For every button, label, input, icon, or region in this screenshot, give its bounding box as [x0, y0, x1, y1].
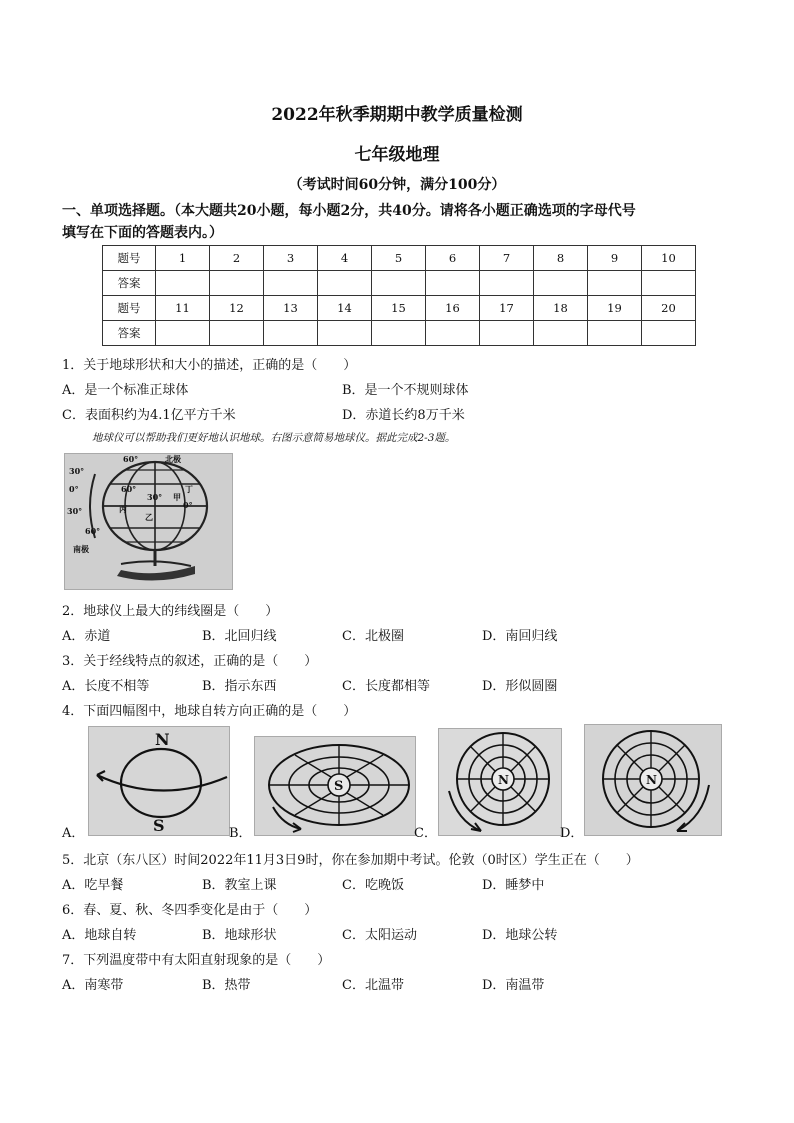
question-5-stem: 5．北京（东八区）时间2022年11月3日9时，你在参加期中考试。伦敦（0时区）学生正在（ ）: [62, 853, 639, 868]
section-heading-line2: 填写在下面的答题表内。）: [62, 225, 223, 241]
question-2-option-d[interactable]: D．南回归线: [482, 629, 558, 644]
question-1-option-a[interactable]: A．是一个标准正球体: [62, 383, 189, 398]
question-3-option-a[interactable]: A．长度不相等: [62, 679, 150, 694]
globe-label-inner-30: 30°: [147, 492, 163, 502]
question-7-option-c[interactable]: C．北温带: [342, 978, 404, 993]
question-number-cell: 12: [210, 296, 264, 321]
rotation-figure-d: [584, 724, 722, 836]
exam-subject: 七年级地理: [354, 145, 440, 165]
table-row: [103, 296, 696, 321]
row-label-answer: 答案: [103, 321, 156, 346]
globe-label-yi: 乙: [145, 512, 153, 522]
row-label-number: 题号: [103, 296, 156, 321]
question-number-cell: 15: [372, 296, 426, 321]
question-number-cell: 4: [318, 246, 372, 271]
question-number-cell: 5: [372, 246, 426, 271]
table-row: [103, 246, 696, 271]
row-label-answer: 答案: [103, 271, 156, 296]
fig-a-south-label: S: [153, 816, 165, 835]
question-number-cell: 10: [642, 246, 696, 271]
globe-label-ding: 丁: [185, 484, 193, 494]
table-row: [103, 271, 696, 296]
answer-table: [102, 245, 696, 346]
question-number-cell: 17: [480, 296, 534, 321]
question-1-option-b[interactable]: B．是一个不规则球体: [342, 383, 469, 398]
table-row: [103, 321, 696, 346]
answer-cell[interactable]: [318, 271, 372, 296]
fig-c-pole-label: N: [498, 773, 509, 787]
answer-cell[interactable]: [318, 321, 372, 346]
answer-cell[interactable]: [426, 271, 480, 296]
question-3-option-b[interactable]: B．指示东西: [202, 679, 277, 694]
question-number-cell: 9: [588, 246, 642, 271]
globe-label-30s: 30°: [67, 506, 83, 516]
answer-cell[interactable]: [588, 271, 642, 296]
answer-cell[interactable]: [372, 271, 426, 296]
question-number-cell: 13: [264, 296, 318, 321]
question-number-cell: 1: [156, 246, 210, 271]
globe-label-north-pole: 北极: [165, 454, 181, 464]
globe-label-inner-0: 0°: [183, 500, 193, 510]
question-7-stem: 7．下列温度带中有太阳直射现象的是（ ）: [62, 953, 331, 968]
fig-d-pole-label: N: [646, 773, 657, 787]
exam-info: （考试时间60分钟，满分100分）: [288, 177, 506, 193]
question-number-cell: 3: [264, 246, 318, 271]
question-3-stem: 3．关于经线特点的叙述，正确的是（ ）: [62, 654, 318, 669]
globe-intro-note: 地球仪可以帮助我们更好地认识地球。右图示意简易地球仪。据此完成2-3题。: [92, 432, 456, 444]
answer-cell[interactable]: [480, 271, 534, 296]
answer-cell[interactable]: [534, 321, 588, 346]
answer-cell[interactable]: [534, 271, 588, 296]
rotation-figure-c: [438, 728, 562, 836]
globe-label-bing: 丙: [119, 504, 127, 514]
question-6-stem: 6．春、夏、秋、冬四季变化是由于（ ）: [62, 903, 318, 918]
answer-cell[interactable]: [588, 321, 642, 346]
question-2-option-b[interactable]: B．北回归线: [202, 629, 277, 644]
question-4-option-d[interactable]: D．: [560, 826, 584, 841]
question-6-option-b[interactable]: B．地球形状: [202, 928, 277, 943]
globe-label-30n: 30°: [69, 466, 85, 476]
question-number-cell: 19: [588, 296, 642, 321]
section-heading-line1: 一、单项选择题。（本大题共20小题，每小题2分，共40分。请将各小题正确选项的字母代号: [62, 203, 636, 219]
answer-cell[interactable]: [210, 271, 264, 296]
question-1-option-d[interactable]: D．赤道长约8万千米: [342, 408, 465, 423]
globe-figure: [64, 453, 233, 590]
question-number-cell: 20: [642, 296, 696, 321]
answer-cell[interactable]: [156, 321, 210, 346]
question-5-option-d[interactable]: D．睡梦中: [482, 878, 545, 893]
question-5-option-a[interactable]: A．吃早餐: [62, 878, 124, 893]
question-number-cell: 11: [156, 296, 210, 321]
question-number-cell: 2: [210, 246, 264, 271]
question-4-option-a[interactable]: A．: [62, 826, 85, 841]
question-7-option-a[interactable]: A．南寒带: [62, 978, 124, 993]
question-number-cell: 14: [318, 296, 372, 321]
question-1-option-c[interactable]: C．表面积约为4.1亿平方千米: [62, 408, 236, 423]
answer-cell[interactable]: [642, 271, 696, 296]
answer-cell[interactable]: [264, 271, 318, 296]
question-4-option-c[interactable]: C．: [414, 826, 437, 841]
globe-label-60s: 60°: [85, 526, 101, 536]
question-7-option-b[interactable]: B．热带: [202, 978, 251, 993]
answer-cell[interactable]: [210, 321, 264, 346]
rotation-figure-b: [254, 736, 416, 836]
exam-title: 2022年秋季期期中教学质量检测: [271, 105, 523, 125]
question-number-cell: 18: [534, 296, 588, 321]
question-1-stem: 1．关于地球形状和大小的描述，正确的是（ ）: [62, 358, 357, 373]
question-5-option-b[interactable]: B．教室上课: [202, 878, 277, 893]
row-label-number: 题号: [103, 246, 156, 271]
answer-cell[interactable]: [426, 321, 480, 346]
answer-cell[interactable]: [264, 321, 318, 346]
answer-cell[interactable]: [480, 321, 534, 346]
question-6-option-a[interactable]: A．地球自转: [62, 928, 137, 943]
globe-label-equator: 0°: [69, 484, 79, 494]
globe-label-jia: 甲: [173, 492, 181, 502]
rotation-figure-a: [88, 726, 230, 836]
answer-cell[interactable]: [156, 271, 210, 296]
question-2-option-a[interactable]: A．赤道: [62, 629, 111, 644]
question-6-option-c[interactable]: C．太阳运动: [342, 928, 417, 943]
fig-b-pole-label: S: [334, 779, 344, 794]
question-4-stem: 4．下面四幅图中，地球自转方向正确的是（ ）: [62, 704, 357, 719]
question-number-cell: 8: [534, 246, 588, 271]
question-number-cell: 7: [480, 246, 534, 271]
globe-label-inner-60: 60°: [121, 484, 137, 494]
question-2-option-c[interactable]: C．北极圈: [342, 629, 404, 644]
question-6-option-d[interactable]: D．地球公转: [482, 928, 558, 943]
question-number-cell: 16: [426, 296, 480, 321]
question-5-option-c[interactable]: C．吃晚饭: [342, 878, 404, 893]
question-4-option-b[interactable]: B．: [229, 826, 252, 841]
question-2-stem: 2．地球仪上最大的纬线圈是（ ）: [62, 604, 279, 619]
fig-a-north-label: N: [155, 730, 170, 749]
question-3-option-c[interactable]: C．长度都相等: [342, 679, 430, 694]
answer-cell[interactable]: [642, 321, 696, 346]
globe-drawing: [65, 454, 232, 589]
question-number-cell: 6: [426, 246, 480, 271]
globe-label-60n: 60°: [123, 454, 139, 464]
question-3-option-d[interactable]: D．形似圆圈: [482, 679, 558, 694]
globe-label-south-pole: 南极: [73, 544, 89, 554]
answer-cell[interactable]: [372, 321, 426, 346]
question-7-option-d[interactable]: D．南温带: [482, 978, 545, 993]
